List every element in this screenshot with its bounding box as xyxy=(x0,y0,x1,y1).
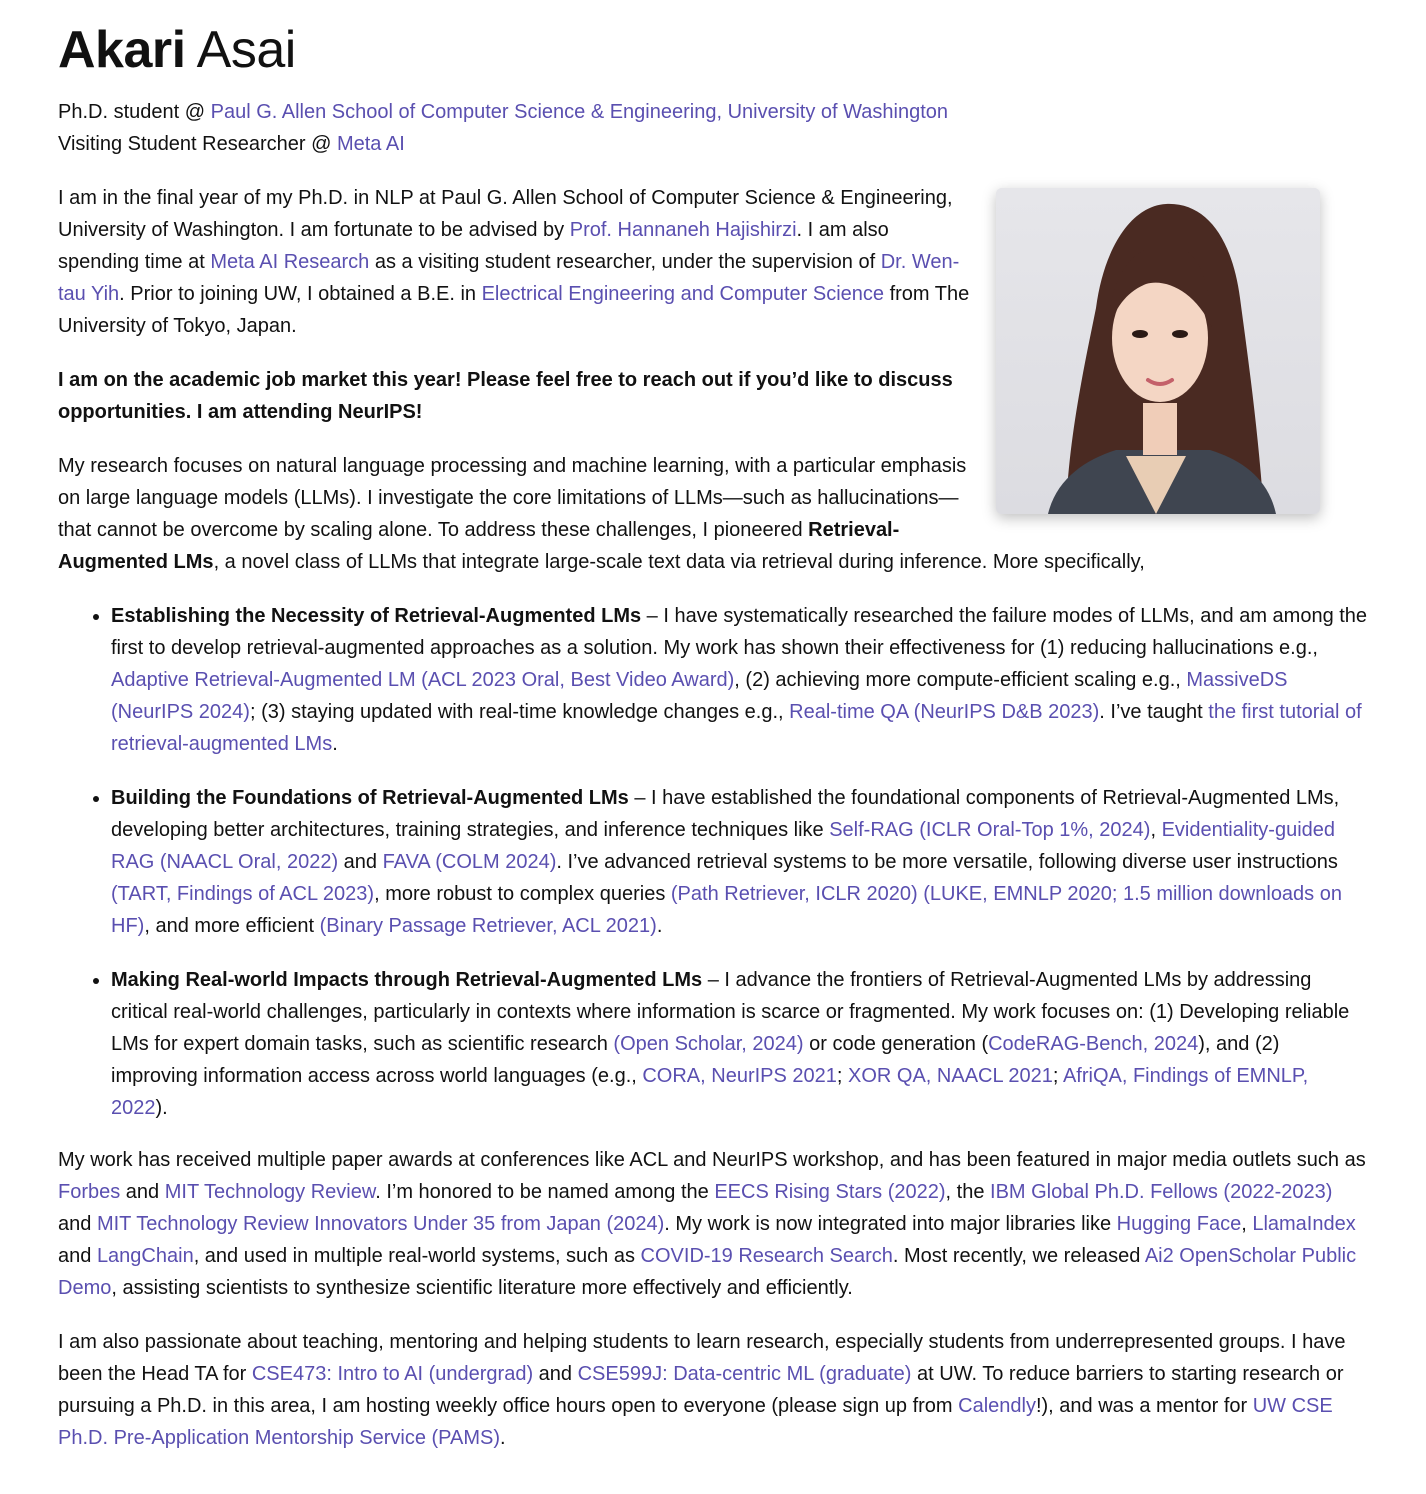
cse473-link[interactable]: CSE473: Intro to AI (undergrad) xyxy=(251,1363,534,1385)
bullet-text: . I’ve taught xyxy=(1099,701,1209,723)
bullet-text: or code generation ( xyxy=(803,1033,989,1055)
research-bullet-foundations xyxy=(111,782,1368,942)
bullet-text: and xyxy=(338,851,383,873)
teaching-text: !), and was a mentor for xyxy=(1035,1395,1253,1417)
impact-text: . My work is now integrated into major libraries like xyxy=(664,1213,1117,1235)
bullet-text: . xyxy=(332,733,338,755)
paper-link[interactable]: CORA, NeurIPS 2021 xyxy=(642,1065,837,1087)
impact-text: , the xyxy=(945,1181,991,1203)
paper-link[interactable]: Self-RAG (ICLR Oral-Top 1%, 2024) xyxy=(829,819,1151,841)
langchain-link[interactable]: LangChain xyxy=(96,1245,194,1267)
bullet-text: ; (3) staying updated with real-time knowledge changes e.g., xyxy=(249,701,790,723)
paper-link[interactable]: Adaptive Retrieval-Augmented LM (ACL 2023 Oral, Best Video Award) xyxy=(111,669,735,691)
forbes-link[interactable]: Forbes xyxy=(58,1181,121,1203)
teaching-paragraph xyxy=(58,1326,1368,1454)
bullet-title: Establishing the Necessity of Retrieval-Augmented LMs xyxy=(111,605,642,627)
impact-text: . I’m honored to be named among the xyxy=(375,1181,715,1203)
paper-link[interactable]: MassiveDS (NeurIPS 2024) xyxy=(111,669,1288,723)
openscholar-demo-link[interactable]: Ai2 OpenScholar Public Demo xyxy=(58,1245,1357,1299)
profile-photo xyxy=(996,188,1320,514)
calendly-link[interactable]: Calendly xyxy=(958,1395,1036,1417)
research-bullets xyxy=(58,600,1368,1124)
paper-link[interactable]: AfriQA, Findings of EMNLP, 2022 xyxy=(111,1065,1309,1119)
page-title xyxy=(58,18,1368,82)
paper-link[interactable]: CodeRAG-Bench, 2024 xyxy=(988,1033,1199,1055)
affiliation-prefix: Visiting Student Researcher @ xyxy=(58,133,337,155)
rising-stars-link[interactable]: EECS Rising Stars (2022) xyxy=(714,1181,946,1203)
paper-link[interactable]: (Path Retriever, ICLR 2020) xyxy=(670,883,918,905)
bullet-text: ), and (2) improving information access across world languages (e.g., xyxy=(111,1033,1280,1087)
paper-link[interactable]: (LUKE, EMNLP 2020; 1.5 million downloads on HF) xyxy=(111,883,1342,937)
research-text: , a novel class of LLMs that integrate large-scale text data via retrieval during inference. More specifically, xyxy=(213,551,1145,573)
impact-text: , assisting scientists to synthesize scientific literature more effectively and efficiently. xyxy=(111,1277,853,1299)
research-text: My research focuses on natural language processing and machine learning, with a particular emphasis on large language models (LLMs). I investigate the core limitations of LLMs—such as hallucinations—that cannot be overcome by scaling alone. To address these challenges, I pioneered xyxy=(58,455,967,541)
bullet-text: , and more efficient xyxy=(144,915,320,937)
impact-paragraph xyxy=(58,1144,1368,1304)
llamaindex-link[interactable]: LlamaIndex xyxy=(1252,1213,1356,1235)
covid-search-link[interactable]: COVID-19 Research Search xyxy=(640,1245,893,1267)
impact-text: , xyxy=(1241,1213,1253,1235)
bullet-text: , more robust to complex queries xyxy=(374,883,671,905)
meta-ai-research-link[interactable]: Meta AI Research xyxy=(210,251,370,273)
bullet-text: – I have established the foundational components of Retrieval-Augmented LMs, developing better architectures, training strategies, and inference techniques like xyxy=(111,787,1340,841)
job-market-notice: I am on the academic job market this year! Please feel free to reach out if you’d like to discuss opportunities. I am attending NeurIPS! xyxy=(58,369,953,423)
bullet-text: . I’ve advanced retrieval systems to be more versatile, following diverse user instructions xyxy=(556,851,1338,873)
impact-text: and xyxy=(58,1245,97,1267)
uw-allen-school-link[interactable]: Paul G. Allen School of Computer Science & Engineering, University of Washington xyxy=(210,101,949,123)
impact-text: . Most recently, we released xyxy=(892,1245,1145,1267)
affiliation-line-2 xyxy=(58,128,1368,160)
affiliation-line-1 xyxy=(58,96,1368,128)
paper-link[interactable]: Evidentiality-guided RAG (NAACL Oral, 2022) xyxy=(111,819,1335,873)
bullet-title: Making Real-world Impacts through Retrieval-Augmented LMs xyxy=(111,969,703,991)
tutorial-link[interactable]: the first tutorial of retrieval-augmented LMs xyxy=(111,701,1362,755)
advisor-link[interactable]: Prof. Hannaneh Hajishirzi xyxy=(569,219,797,241)
teaching-text: at UW. To reduce barriers to starting research or pursuing a Ph.D. in this area, I am hosting weekly office hours open to everyone (please sign up from xyxy=(58,1363,1344,1417)
ibm-fellows-link[interactable]: IBM Global Ph.D. Fellows (2022-2023) xyxy=(990,1181,1333,1203)
eecs-link[interactable]: Electrical Engineering and Computer Science xyxy=(481,283,885,305)
bullet-text: . xyxy=(656,915,663,937)
paper-link[interactable]: (Binary Passage Retriever, ACL 2021) xyxy=(319,915,657,937)
mit-tech-review-link[interactable]: MIT Technology Review xyxy=(164,1181,376,1203)
cse599j-link[interactable]: CSE599J: Data-centric ML (graduate) xyxy=(577,1363,912,1385)
research-highlight: Retrieval-Augmented LMs xyxy=(58,519,900,573)
bullet-text: ). xyxy=(155,1097,168,1119)
meta-ai-link[interactable]: Meta AI xyxy=(336,133,405,155)
bio-text: from The University of Tokyo, Japan. xyxy=(58,283,970,337)
portrait-image xyxy=(996,188,1320,514)
bio-text: as a visiting student researcher, under the supervision of xyxy=(369,251,881,273)
last-name: Asai xyxy=(196,21,296,79)
bullet-text: , (2) achieving more compute-efficient scaling e.g., xyxy=(734,669,1187,691)
affiliations xyxy=(58,96,1368,160)
bullet-text: – I advance the frontiers of Retrieval-Augmented LMs by addressing critical real-world challenges, particularly in contexts where information is scarce or fragmented. My work focuses on: (1) Developing reliable LMs for expert domain tasks, such as scientific research xyxy=(111,969,1350,1055)
bio-text: . Prior to joining UW, I obtained a B.E. in xyxy=(119,283,482,305)
bullet-text: ; xyxy=(836,1065,849,1087)
affiliation-prefix: Ph.D. student @ xyxy=(58,101,211,123)
first-name: Akari xyxy=(58,21,186,79)
main-content xyxy=(58,182,1368,1454)
innovators-link[interactable]: MIT Technology Review Innovators Under 35 from Japan (2024) xyxy=(96,1213,665,1235)
impact-text: and xyxy=(120,1181,165,1203)
hugging-face-link[interactable]: Hugging Face xyxy=(1116,1213,1242,1235)
paper-link[interactable]: (Open Scholar, 2024) xyxy=(613,1033,804,1055)
bullet-text: – I have systematically researched the failure modes of LLMs, and am among the first to develop retrieval-augmented approaches as a solution. My work has shown their effectiveness for (1) reducing hallucinations e.g., xyxy=(111,605,1368,659)
paper-link[interactable]: FAVA (COLM 2024) xyxy=(382,851,557,873)
paper-link[interactable]: Real-time QA (NeurIPS D&B 2023) xyxy=(789,701,1100,723)
teaching-text: and xyxy=(533,1363,578,1385)
research-bullet-necessity xyxy=(111,600,1368,760)
supervisor-link[interactable]: Dr. Wen-tau Yih xyxy=(58,251,960,305)
impact-text: My work has received multiple paper awards at conferences like ACL and NeurIPS workshop, and has been featured in major media outlets such as xyxy=(58,1149,1366,1171)
bio-text: I am in the final year of my Ph.D. in NLP at Paul G. Allen School of Computer Science & Engineering, University of Washington. I am fortunate to be advised by xyxy=(58,187,953,241)
pams-link[interactable]: UW CSE Ph.D. Pre-Application Mentorship Service (PAMS) xyxy=(58,1395,1333,1449)
paper-link[interactable]: XOR QA, NAACL 2021 xyxy=(848,1065,1053,1087)
research-bullet-impact xyxy=(111,964,1368,1124)
teaching-text: I am also passionate about teaching, mentoring and helping students to learn research, especially students from underrepresented groups. I have been the Head TA for xyxy=(58,1331,1346,1385)
impact-text: and xyxy=(58,1213,97,1235)
paper-link[interactable]: (TART, Findings of ACL 2023) xyxy=(111,883,375,905)
impact-text: , and used in multiple real-world systems, such as xyxy=(193,1245,641,1267)
bullet-text: ; xyxy=(1052,1065,1063,1087)
teaching-text: . xyxy=(500,1427,506,1449)
bio-text: . I am also spending time at xyxy=(58,219,889,273)
bullet-title: Building the Foundations of Retrieval-Augmented LMs xyxy=(111,787,629,809)
bullet-text: , xyxy=(1150,819,1162,841)
